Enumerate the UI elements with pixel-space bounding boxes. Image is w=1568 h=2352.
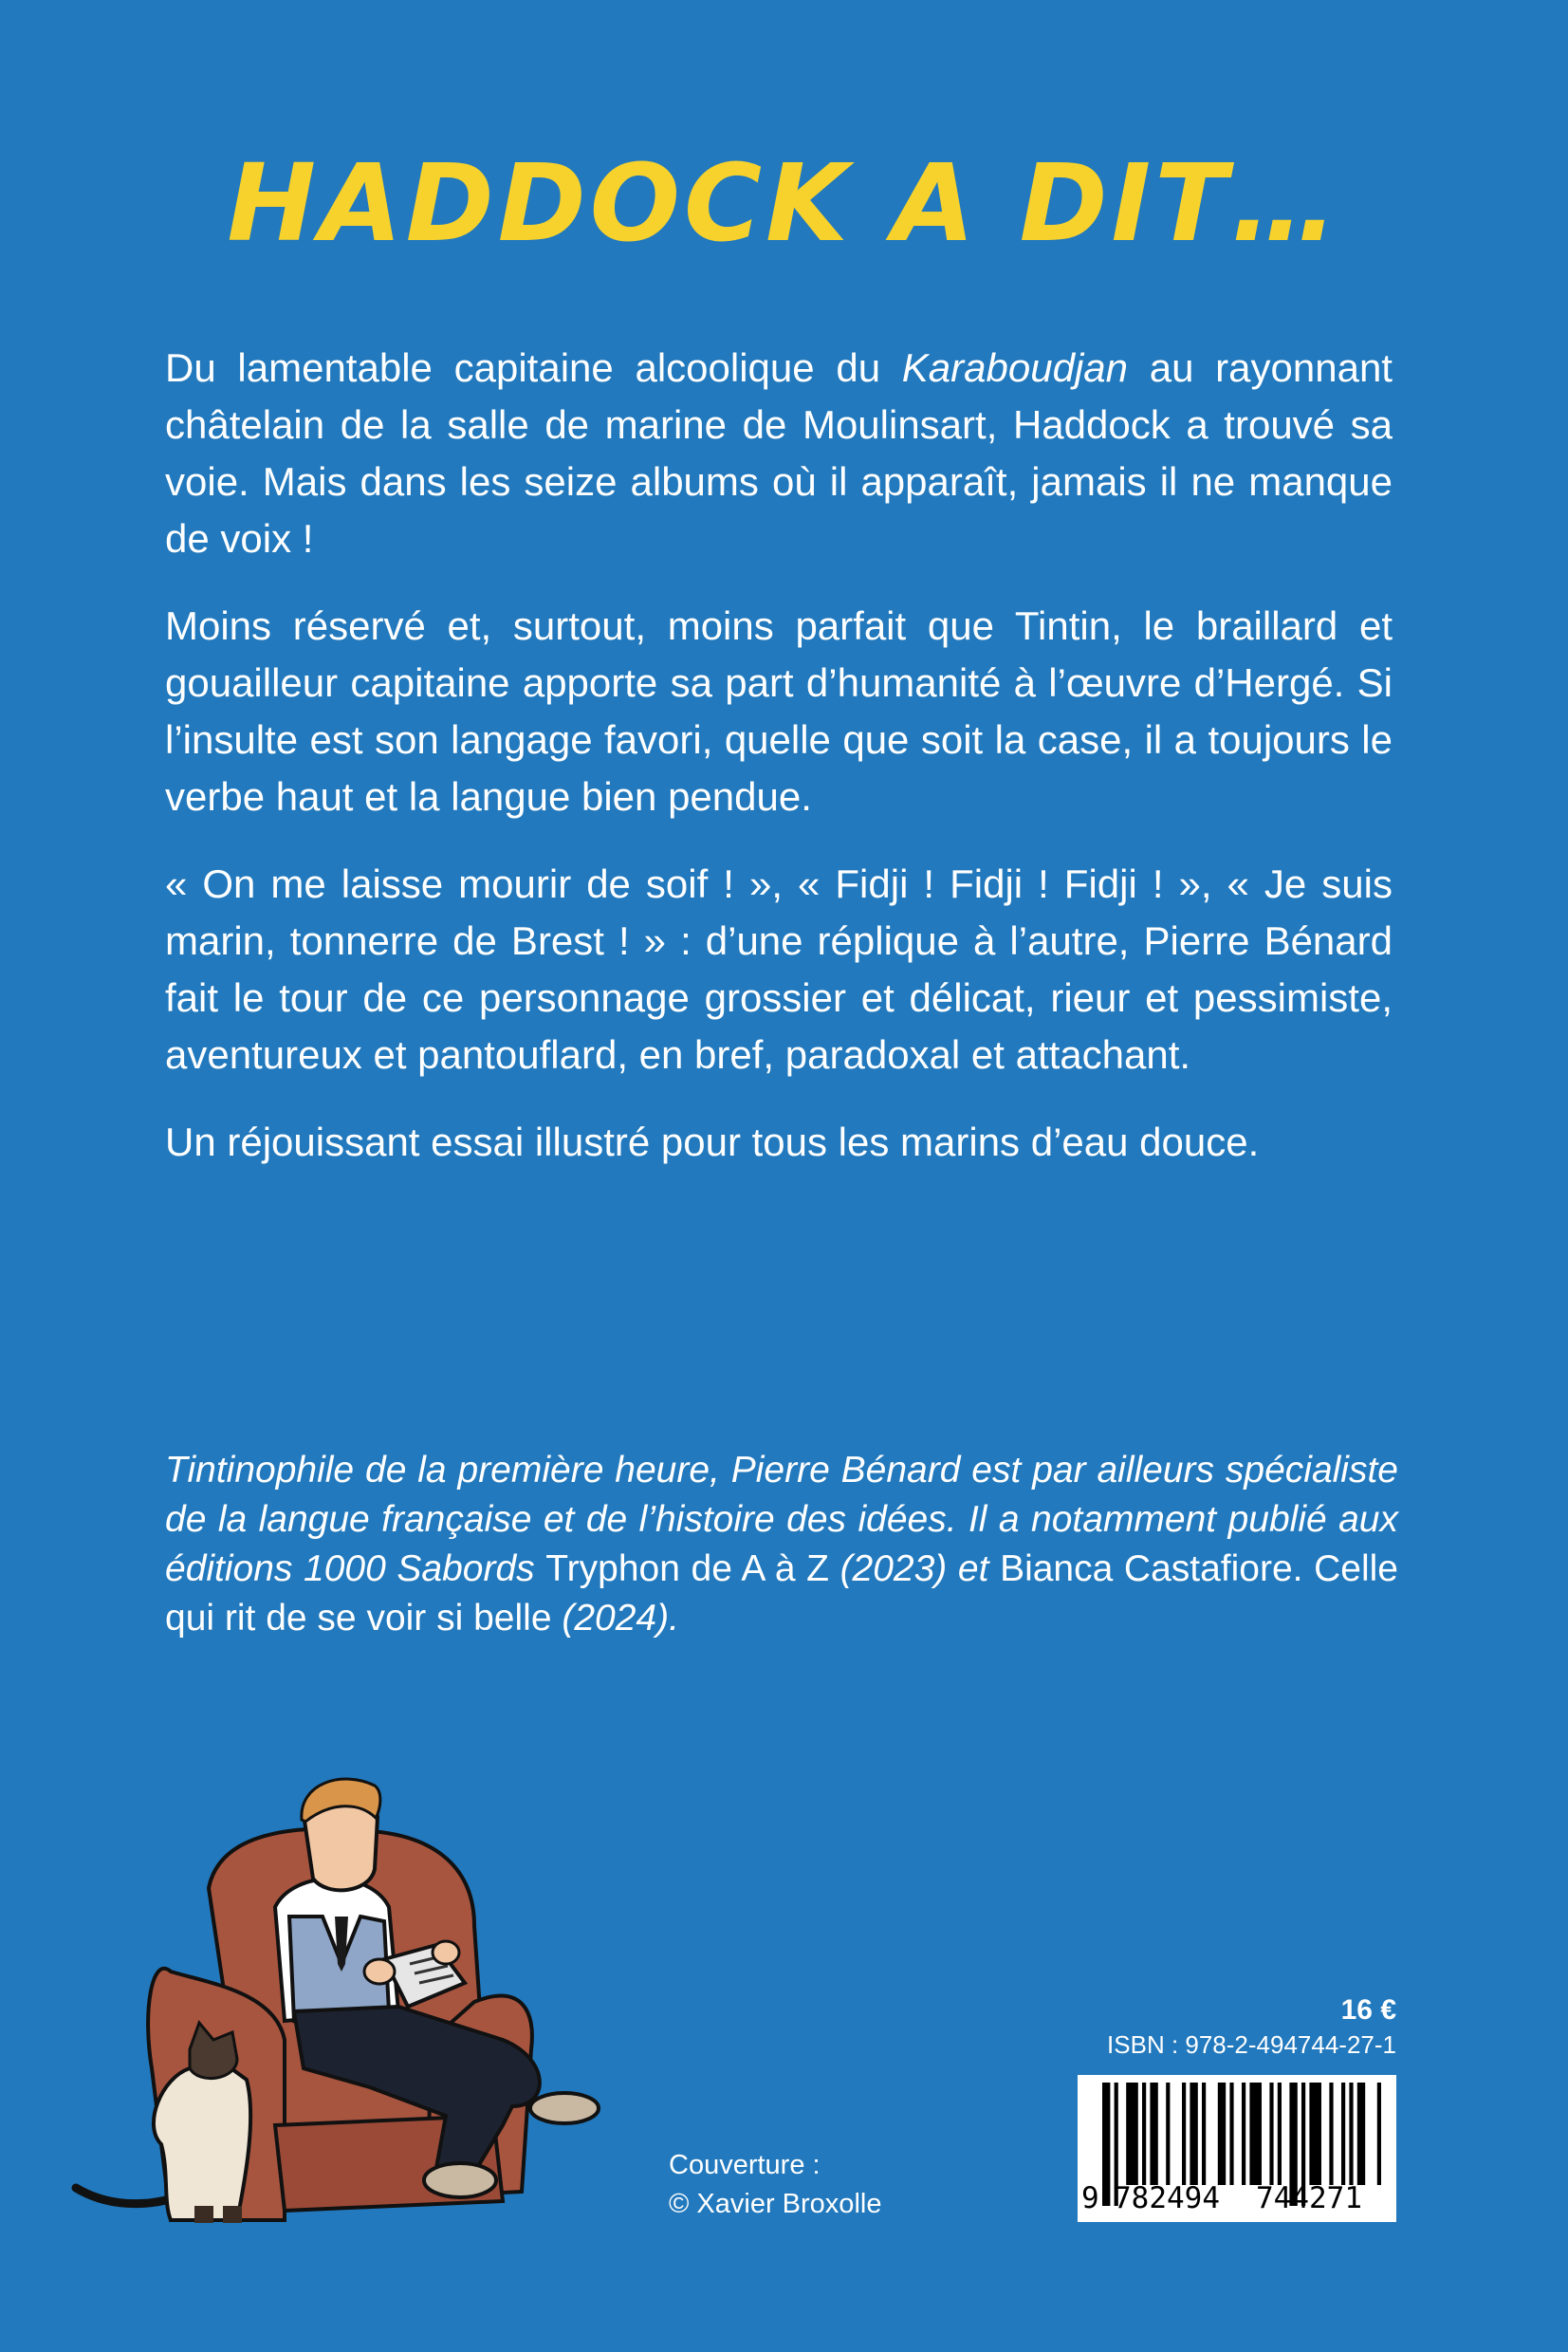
cover-credit-artist: © Xavier Broxolle: [669, 2189, 882, 2219]
blurb-paragraph-2: Moins réservé et, surtout, moins parfait que Tintin, le braillard et gouailleur capitaine apporte sa part d’humanité à l’œuvre d’Hergé. Si l’insulte est son langage favori, quelle que soit la case, il a toujours le verbe haut et la langue bien pendue.: [165, 603, 1393, 819]
barcode-left-group: 782494: [1114, 2181, 1220, 2215]
barcode-bar: [1150, 2083, 1157, 2185]
barcode-first-digit: 9: [1081, 2181, 1099, 2215]
book-title-bianca: Bianca Castafiore. Celle qui rit de se voir si belle: [165, 1548, 1398, 1639]
man-left-slipper: [424, 2163, 496, 2197]
barcode-bar: [1190, 2083, 1197, 2185]
blurb-paragraph-4: Un réjouissant essai illustré pour tous les marins d’eau douce.: [165, 1120, 1260, 1164]
barcode-bar: [1341, 2083, 1345, 2185]
barcode-bar: [1349, 2083, 1353, 2185]
barcode-bar: [1218, 2083, 1226, 2185]
cat-paw: [194, 2206, 213, 2223]
book-title-tryphon: Tryphon de A à Z: [545, 1548, 829, 1589]
cover-credit: [669, 2146, 881, 2224]
man-hand: [433, 1941, 459, 1964]
man-hand: [364, 1959, 395, 1984]
barcode-bar: [1309, 2083, 1321, 2185]
blurb-paragraph-3: « On me laisse mourir de soif ! », « Fidji ! Fidji ! Fidji ! », « Je suis marin, tonnerre de Brest ! » : d’une réplique à l’autre, Pierre Bénard fait le tour de ce personnage grossier et délicat, rieur et pessimiste, aventureux et pantouflard, en bref, paradoxal et attachant.: [165, 861, 1393, 1077]
barcode-bar: [1269, 2083, 1273, 2185]
barcode-right-group: 744271: [1256, 2181, 1362, 2215]
barcode-bar: [1142, 2083, 1146, 2185]
barcode-bar: [1242, 2083, 1245, 2185]
ship-name: Karaboudjan: [901, 345, 1128, 390]
isbn-label: ISBN : 978-2-494744-27-1: [1107, 2030, 1396, 2059]
price-label: 16 €: [1340, 1994, 1396, 2026]
barcode-bar: [1166, 2083, 1170, 2185]
reader-in-armchair-illustration: [57, 1727, 645, 2239]
barcode-bar: [1229, 2083, 1233, 2185]
barcode-bar: [1377, 2083, 1381, 2185]
blurb-paragraph-1: Du lamentable capitaine alcoolique du Karaboudjan au rayonnant châtelain de la salle de marine de Moulinsart, Haddock a trouvé sa voie. Mais dans les seize albums où il apparaît, jamais il ne manque de voix !: [165, 345, 1393, 561]
barcode-bar: [1202, 2083, 1206, 2185]
barcode-bar: [1126, 2083, 1138, 2185]
barcode-bar: [1278, 2083, 1282, 2185]
barcode-bar: [1329, 2083, 1333, 2185]
man-right-slipper: [530, 2093, 599, 2123]
barcode-digits: [1078, 2181, 1396, 2219]
book-title: HADDOCK A DIT…: [227, 142, 1341, 266]
barcode-bar: [1249, 2083, 1262, 2185]
cover-credit-label: Couverture :: [669, 2150, 821, 2180]
cat-body: [154, 2059, 250, 2220]
barcode-bar: [1357, 2083, 1365, 2185]
barcode: [1078, 2075, 1396, 2222]
back-cover-blurb: [165, 340, 1393, 1201]
barcode-bar: [1182, 2083, 1186, 2185]
author-bio: Tintinophile de la première heure, Pierre Bénard est par ailleurs spécialiste de la langue française et de l’histoire des idées. Il a notamment publié aux éditions 1000 Sabords Tryphon de A à Z (2023) et Bianca Castafiore. Celle qui rit de se voir si belle (2024).: [165, 1450, 1398, 1639]
cat-paw: [223, 2206, 242, 2223]
